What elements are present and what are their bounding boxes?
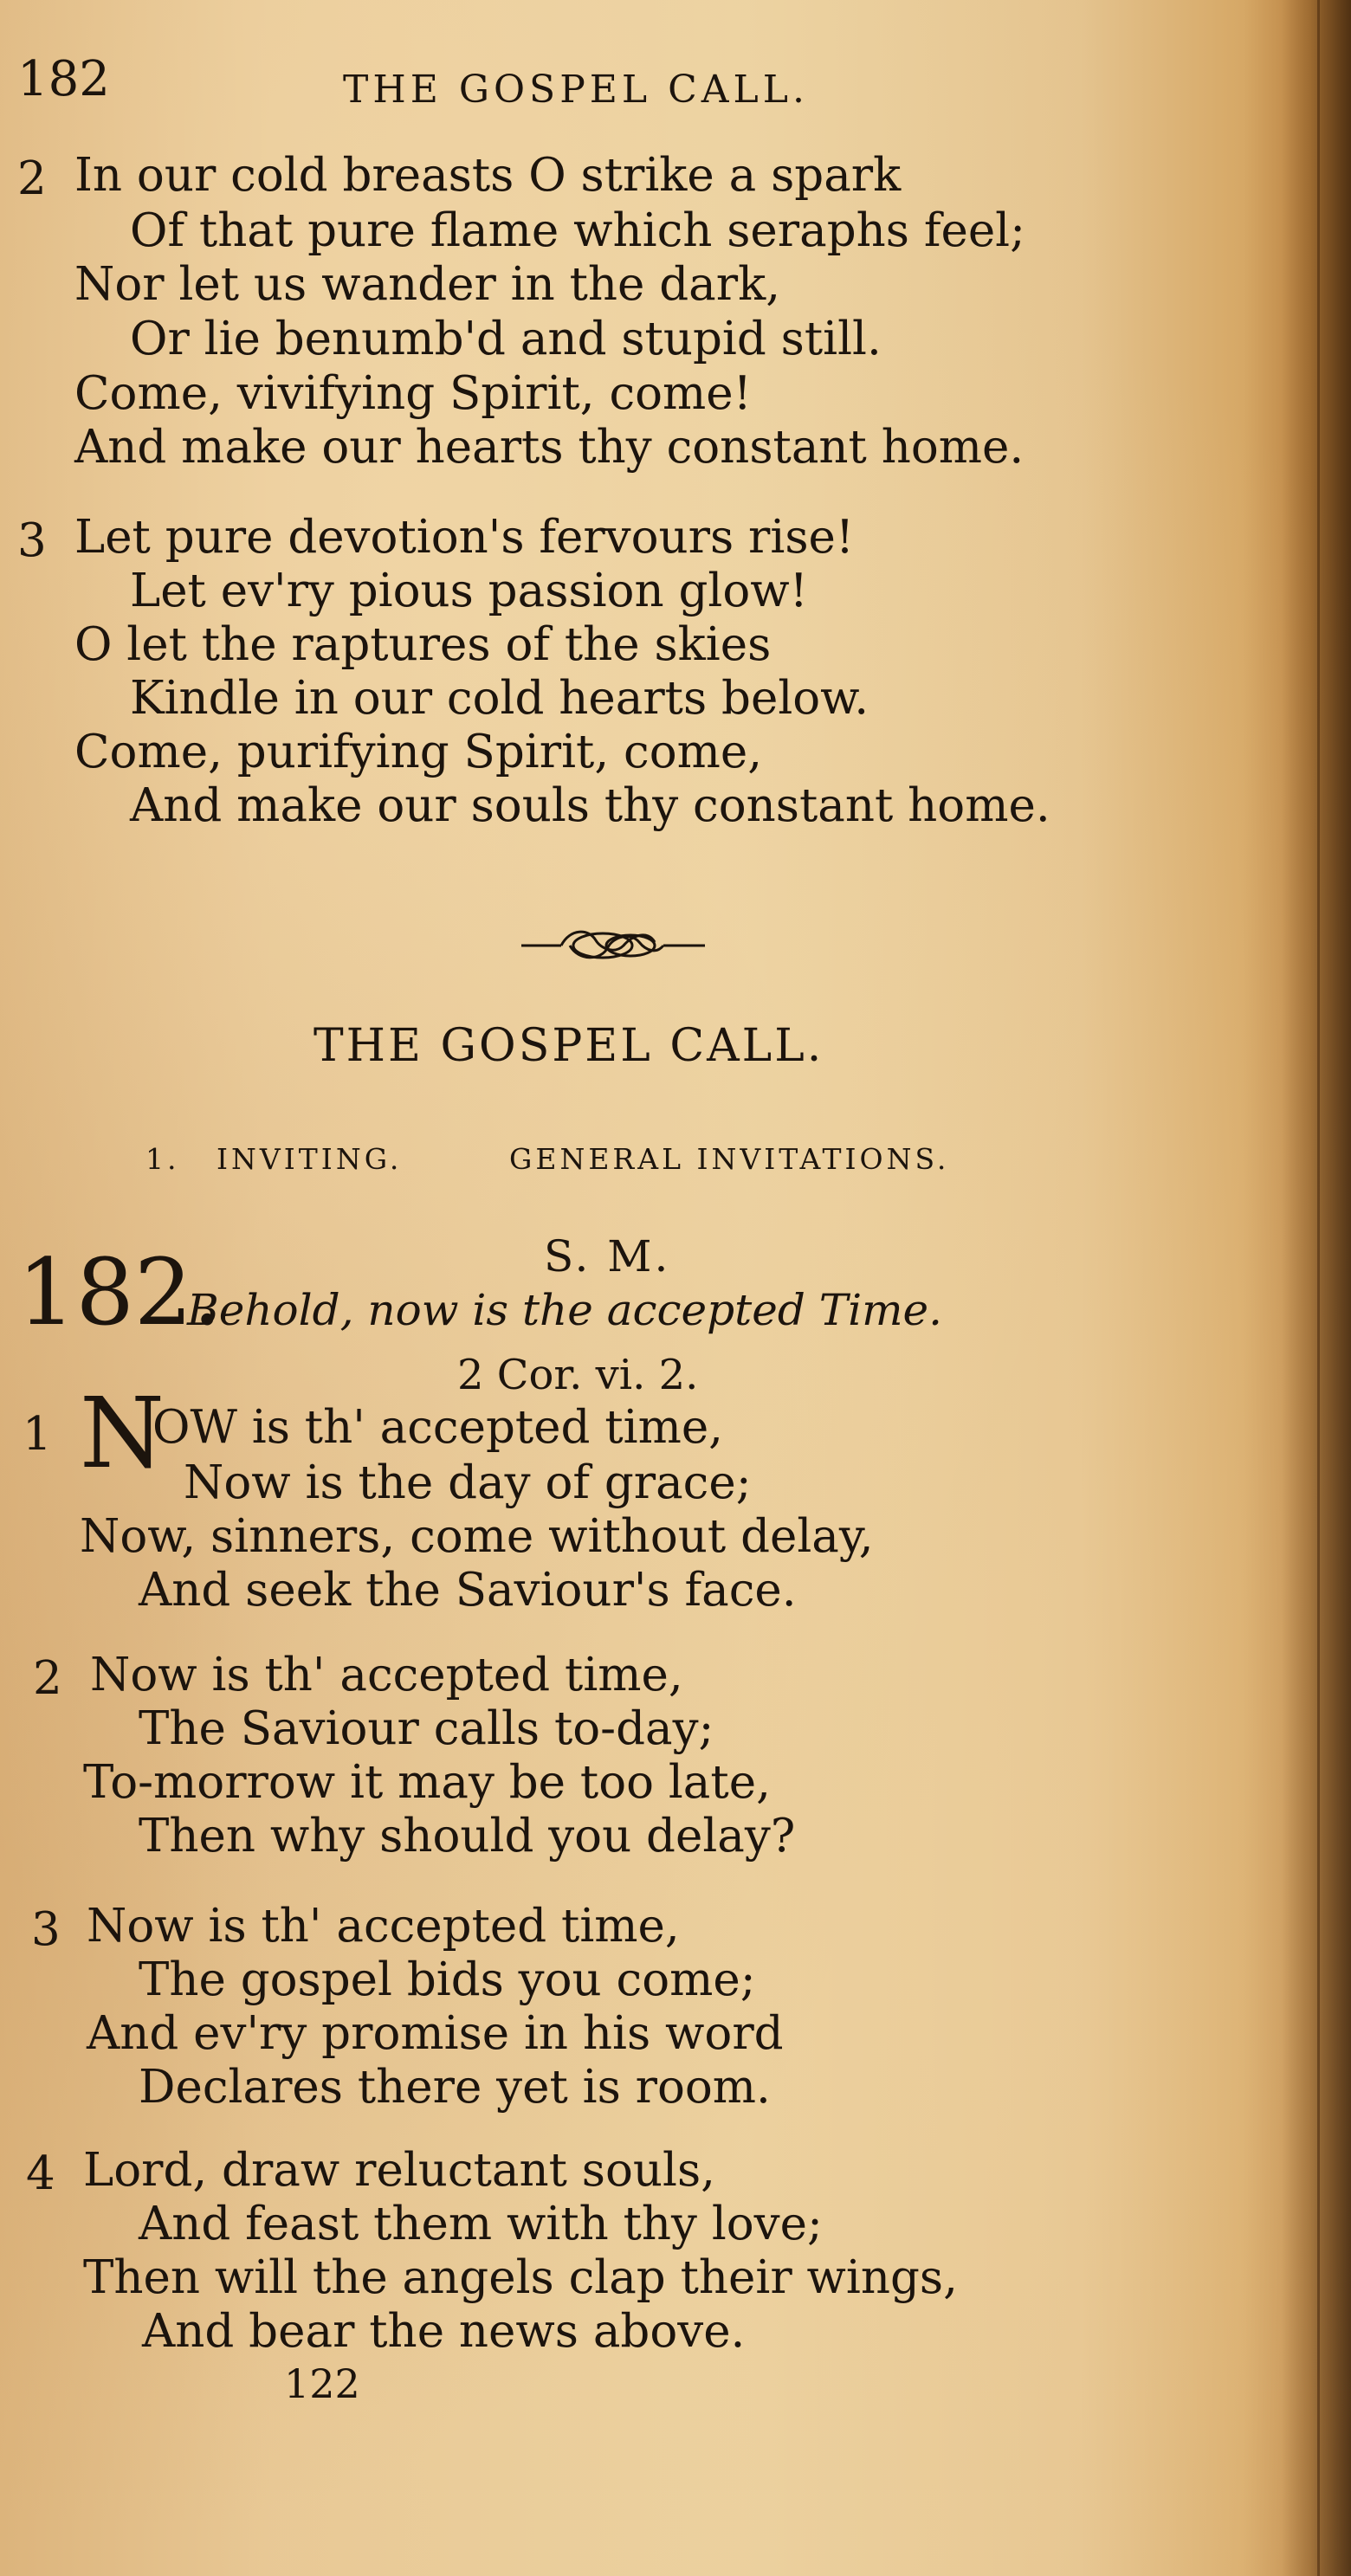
- stanza-number: 1: [23, 1408, 52, 1461]
- verse-line: Declares there yet is room.: [139, 2061, 771, 2114]
- verse-line: And make our souls thy constant home.: [130, 779, 1050, 832]
- stanza-number: 4: [26, 2147, 55, 2200]
- drop-cap: N: [80, 1378, 165, 1490]
- verse-line: Lord, draw reluctant souls,: [83, 2144, 716, 2197]
- verse-line: And ev'ry promise in his word: [87, 2007, 784, 2060]
- verse-line: Kindle in our cold hearts below.: [130, 672, 869, 725]
- verse-line: And feast them with thy love;: [139, 2198, 823, 2250]
- verse-line: Of that pure flame which seraphs feel;: [130, 204, 1025, 257]
- verse-line: And seek the Saviour's face.: [139, 1564, 797, 1617]
- verse-line: Let ev'ry pious passion glow!: [130, 565, 808, 617]
- section-title: THE GOSPEL CALL.: [314, 1020, 824, 1072]
- verse-line: The Saviour calls to-day;: [139, 1702, 714, 1755]
- verse-line: And make our hearts thy constant home.: [74, 421, 1025, 474]
- subheading-number: 1.: [145, 1142, 180, 1176]
- page-fold-line: [1317, 0, 1320, 2576]
- verse-line: And bear the news above.: [142, 2305, 746, 2358]
- verse-line: Come, vivifying Spirit, come!: [74, 367, 752, 420]
- verse-line: OW is th' accepted time,: [152, 1401, 724, 1454]
- verse-line: Nor let us wander in the dark,: [74, 258, 781, 311]
- running-title: THE GOSPEL CALL.: [343, 68, 809, 112]
- stanza-number: 3: [31, 1903, 61, 1956]
- verse-line: Now is th' accepted time,: [87, 1900, 680, 1953]
- subheading-topic: GENERAL INVITATIONS.: [509, 1142, 950, 1176]
- verse-line: Now, sinners, come without delay,: [80, 1510, 874, 1563]
- hymn-number: 182.: [17, 1239, 223, 1346]
- verse-line: The gospel bids you come;: [139, 1953, 756, 2006]
- verse-line: Let pure devotion's fervours rise!: [74, 511, 855, 564]
- verse-line: To-morrow it may be too late,: [83, 1756, 771, 1809]
- verse-line: Then will the angels clap their wings,: [83, 2251, 958, 2304]
- stanza-number: 2: [33, 1652, 62, 1705]
- verse-line: Then why should you delay?: [139, 1810, 796, 1863]
- printer-signature-mark: 122: [284, 2360, 360, 2407]
- hymn-title: Behold, now is the accepted Time.: [187, 1285, 942, 1335]
- verse-line: Now is the day of grace;: [184, 1456, 752, 1509]
- subheading-category: INVITING.: [217, 1142, 403, 1176]
- hymn-meter: S. M.: [544, 1231, 671, 1282]
- verse-line: In our cold breasts O strike a spark: [74, 149, 902, 202]
- ornament-knot-icon: [518, 920, 708, 972]
- verse-line: Now is th' accepted time,: [90, 1649, 683, 1701]
- scripture-reference: 2 Cor. vi. 2.: [457, 1351, 699, 1399]
- page-number: 182: [17, 51, 110, 107]
- verse-line: Come, purifying Spirit, come,: [74, 726, 763, 778]
- stanza-number: 2: [17, 152, 47, 205]
- verse-line: Or lie benumb'd and stupid still.: [130, 313, 882, 365]
- stanza-number: 3: [17, 514, 47, 567]
- verse-line: O let the raptures of the skies: [74, 618, 772, 671]
- page-gutter-shadow: [1282, 0, 1351, 2576]
